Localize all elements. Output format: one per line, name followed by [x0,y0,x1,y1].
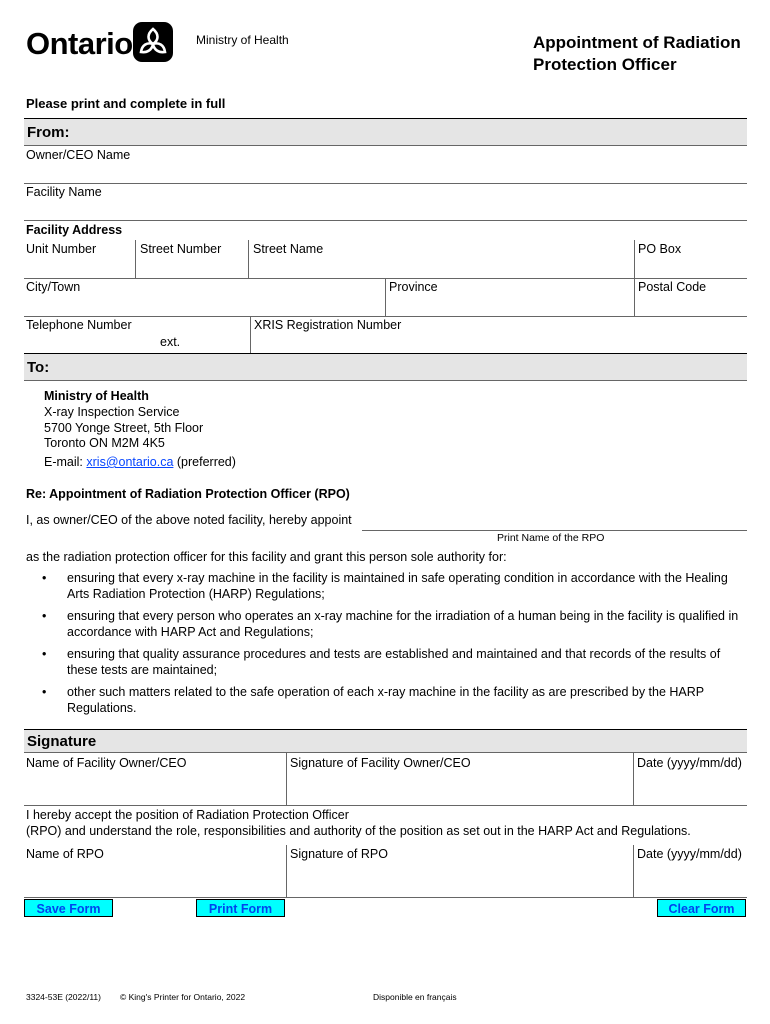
accept-line-2: (RPO) and understand the role, responsibilities and authority of the position as set out in the HARP Act and Regulations. [26,824,691,838]
divider [385,278,386,316]
divider [24,805,747,806]
ext-input[interactable] [182,333,248,353]
po-box-input[interactable] [636,257,746,277]
divider [286,753,287,805]
owner-ceo-name-label: Owner/CEO Name [26,148,131,162]
to-city: Toronto ON M2M 4K5 [44,436,165,450]
title-line-2: Protection Officer [533,55,677,74]
facility-name-input[interactable] [24,200,747,219]
rpo-signature-field[interactable] [288,864,632,896]
print-name-caption: Print Name of the RPO [497,532,605,544]
to-service: X-ray Inspection Service [44,405,180,419]
divider [24,897,747,898]
list-item [24,685,744,716]
owner-ceo-name-input[interactable] [24,162,747,182]
to-street: 5700 Yonge Street, 5th Floor [44,421,204,435]
email-suffix: (preferred) [173,455,236,469]
list-item-text: other such matters related to the safe operation of each x-ray machine in the facility as are prescribed by the HARP Regulations. [67,685,704,715]
province-label: Province [389,280,438,294]
email-prefix: E-mail: [44,455,87,469]
email-link[interactable]: xris@ontario.ca [86,455,174,469]
print-form-button[interactable]: Print Form [196,899,285,917]
owner-name-input[interactable] [24,772,285,804]
list-item-text: ensuring that every person who operates an x-ray machine for the irradiation of a human being in the facility is qualified in accordance with HARP Act and Regulations; [67,609,739,639]
divider [24,183,747,184]
street-name-input[interactable] [250,257,633,277]
re-line: Re: Appointment of Radiation Protection Officer (RPO) [26,487,350,501]
facility-address-label: Facility Address [26,223,123,237]
appoint-text: I, as owner/CEO of the above noted facility, hereby appoint [26,513,352,527]
xris-registration-input[interactable] [252,333,746,353]
divider [135,240,136,278]
telephone-number-label: Telephone Number [26,318,132,332]
list-item [24,571,744,602]
to-email-line [44,455,236,469]
title-line-1: Appointment of Radiation [533,33,741,52]
document-title [533,32,741,76]
divider [24,220,747,221]
province-input[interactable] [387,295,633,315]
divider [633,753,634,805]
rpo-name-input[interactable] [24,864,285,896]
divider [24,316,747,317]
po-box-label: PO Box [638,242,682,256]
authority-list [24,571,744,723]
list-item-text: ensuring that quality assurance procedures and tests are established and maintained and that records of the results of these tests are maintained; [67,647,721,677]
city-town-label: City/Town [26,280,81,294]
ontario-logo-text: Ontario [26,26,133,61]
owner-name-label: Name of Facility Owner/CEO [26,756,187,770]
list-item [24,647,744,678]
save-form-button[interactable]: Save Form [24,899,113,917]
street-name-label: Street Name [253,242,324,256]
trillium-logo-icon [133,22,173,62]
unit-number-input[interactable] [24,257,134,277]
date-label-2: Date (yyyy/mm/dd) [637,847,742,861]
postal-code-label: Postal Code [638,280,707,294]
divider [250,316,251,354]
postal-code-input[interactable] [636,295,746,315]
french-availability: Disponible en français [373,992,457,1002]
grant-text: as the radiation protection officer for this facility and grant this person sole authority for: [26,550,507,564]
bullet-icon: • [42,685,47,699]
owner-signature-label: Signature of Facility Owner/CEO [290,756,471,770]
accept-line-1: I hereby accept the position of Radiation Protection Officer [26,808,349,822]
list-item [24,609,744,640]
to-ministry: Ministry of Health [44,389,149,403]
bullet-icon: • [42,647,47,661]
rpo-print-name-input[interactable] [362,510,747,529]
signature-section-header: Signature [24,729,747,753]
copyright: © King's Printer for Ontario, 2022 [120,992,246,1002]
divider [633,845,634,897]
ext-label: ext. [160,335,181,349]
instruction-text: Please print and complete in full [26,96,226,111]
bullet-icon: • [42,609,47,623]
owner-signature-field[interactable] [288,772,632,804]
rpo-signature-label: Signature of RPO [290,847,388,861]
list-item-text: ensuring that every x-ray machine in the facility is maintained in safe operating condition in accordance with the Healing Arts Radiation Protection (HARP) Regulations; [67,571,728,601]
rpo-name-label: Name of RPO [26,847,104,861]
divider [286,845,287,897]
divider [362,530,747,531]
city-town-input[interactable] [24,295,384,315]
divider [248,240,249,278]
bullet-icon: • [42,571,47,585]
date-input-1[interactable] [635,772,746,804]
from-section-header: From: [24,118,747,146]
telephone-input[interactable] [24,333,154,353]
ministry-header: Ministry of Health [196,33,289,47]
xris-registration-label: XRIS Registration Number [254,318,402,332]
to-section-header: To: [24,353,747,381]
street-number-input[interactable] [137,257,247,277]
date-label-1: Date (yyyy/mm/dd) [637,756,742,770]
clear-form-button[interactable]: Clear Form [657,899,746,917]
form-number: 3324-53E (2022/11) [26,992,101,1002]
facility-name-label: Facility Name [26,185,102,199]
street-number-label: Street Number [140,242,222,256]
unit-number-label: Unit Number [26,242,97,256]
date-input-2[interactable] [635,864,746,896]
